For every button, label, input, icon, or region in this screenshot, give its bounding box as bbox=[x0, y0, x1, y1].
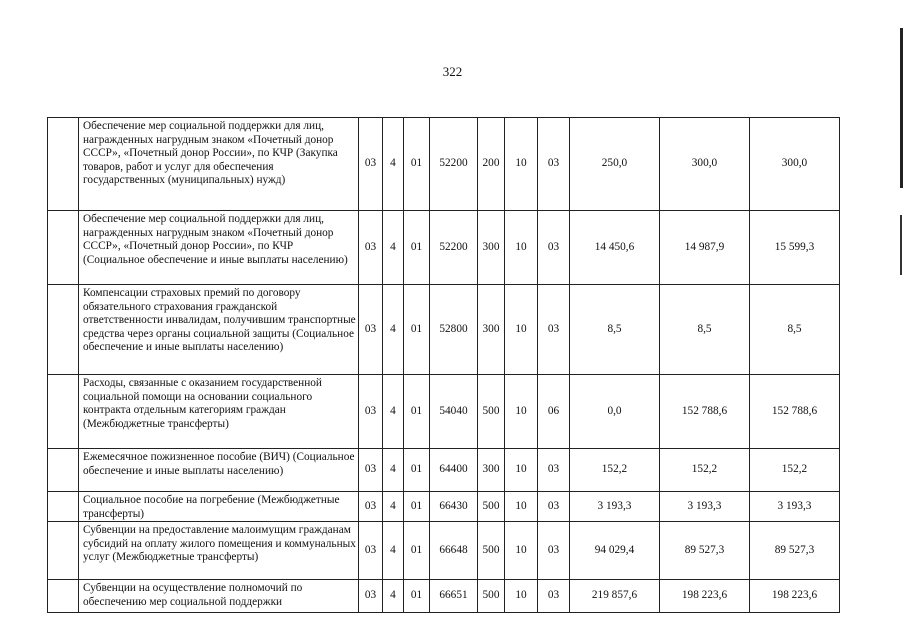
amount-year-2: 89 527,3 bbox=[660, 522, 750, 580]
amount-year-1: 94 029,4 bbox=[570, 522, 660, 580]
amount-year-1: 14 450,6 bbox=[570, 211, 660, 285]
subsection-code: 03 bbox=[538, 118, 570, 211]
ministry-code: 03 bbox=[359, 492, 383, 522]
row-number-cell bbox=[48, 211, 79, 285]
budget-table bbox=[47, 117, 840, 613]
program-code: 4 bbox=[383, 118, 404, 211]
amount-year-1: 219 857,6 bbox=[570, 580, 660, 613]
amount-year-3: 3 193,3 bbox=[750, 492, 840, 522]
direction-code: 52200 bbox=[430, 118, 478, 211]
subprogram-code: 01 bbox=[404, 449, 430, 492]
direction-code: 54040 bbox=[430, 375, 478, 449]
subprogram-code: 01 bbox=[404, 211, 430, 285]
row-description: Обеспечение мер социальной поддержки для лиц, награжденных нагрудным знаком «Почетный донор СССР», «Почетный донор России», по КЧР (Социальное обеспечение и иные выплаты населению) bbox=[79, 211, 359, 285]
ministry-code: 03 bbox=[359, 522, 383, 580]
row-number-cell bbox=[48, 375, 79, 449]
row-description: Ежемесячное пожизненное пособие (ВИЧ) (Социальное обеспечение и иные выплаты населению) bbox=[79, 449, 359, 492]
expense-type-code: 200 bbox=[478, 118, 505, 211]
subsection-code: 03 bbox=[538, 580, 570, 613]
section-code: 10 bbox=[505, 580, 538, 613]
row-number-cell bbox=[48, 449, 79, 492]
expense-type-code: 500 bbox=[478, 492, 505, 522]
subprogram-code: 01 bbox=[404, 285, 430, 375]
subsection-code: 03 bbox=[538, 285, 570, 375]
table-row bbox=[48, 580, 840, 613]
subprogram-code: 01 bbox=[404, 492, 430, 522]
program-code: 4 bbox=[383, 211, 404, 285]
amount-year-2: 8,5 bbox=[660, 285, 750, 375]
direction-code: 66648 bbox=[430, 522, 478, 580]
row-description: Субвенции на осуществление полномочий по обеспечению мер социальной поддержки bbox=[79, 580, 359, 613]
amount-year-3: 89 527,3 bbox=[750, 522, 840, 580]
subsection-code: 03 bbox=[538, 449, 570, 492]
amount-year-1: 152,2 bbox=[570, 449, 660, 492]
direction-code: 52800 bbox=[430, 285, 478, 375]
subprogram-code: 01 bbox=[404, 522, 430, 580]
section-code: 10 bbox=[505, 449, 538, 492]
amount-year-2: 300,0 bbox=[660, 118, 750, 211]
expense-type-code: 300 bbox=[478, 285, 505, 375]
amount-year-1: 250,0 bbox=[570, 118, 660, 211]
expense-type-code: 300 bbox=[478, 449, 505, 492]
expense-type-code: 500 bbox=[478, 375, 505, 449]
program-code: 4 bbox=[383, 449, 404, 492]
subprogram-code: 01 bbox=[404, 580, 430, 613]
subprogram-code: 01 bbox=[404, 118, 430, 211]
amount-year-2: 14 987,9 bbox=[660, 211, 750, 285]
amount-year-3: 300,0 bbox=[750, 118, 840, 211]
table-row bbox=[48, 492, 840, 522]
section-code: 10 bbox=[505, 211, 538, 285]
table-row bbox=[48, 285, 840, 375]
subprogram-code: 01 bbox=[404, 375, 430, 449]
table-row bbox=[48, 375, 840, 449]
amount-year-2: 152,2 bbox=[660, 449, 750, 492]
row-number-cell bbox=[48, 580, 79, 613]
direction-code: 52200 bbox=[430, 211, 478, 285]
expense-type-code: 500 bbox=[478, 522, 505, 580]
row-number-cell bbox=[48, 492, 79, 522]
table-row bbox=[48, 211, 840, 285]
scan-edge-mark bbox=[900, 28, 903, 188]
ministry-code: 03 bbox=[359, 118, 383, 211]
section-code: 10 bbox=[505, 375, 538, 449]
direction-code: 64400 bbox=[430, 449, 478, 492]
amount-year-1: 3 193,3 bbox=[570, 492, 660, 522]
subsection-code: 03 bbox=[538, 211, 570, 285]
row-number-cell bbox=[48, 285, 79, 375]
row-number-cell bbox=[48, 118, 79, 211]
program-code: 4 bbox=[383, 580, 404, 613]
program-code: 4 bbox=[383, 522, 404, 580]
ministry-code: 03 bbox=[359, 580, 383, 613]
row-description: Обеспечение мер социальной поддержки для лиц, награжденных нагрудным знаком «Почетный донор СССР», «Почетный донор России», по КЧР (Закупка товаров, работ и услуг для обеспечения государственных (муниципальных) нужд) bbox=[79, 118, 359, 211]
direction-code: 66430 bbox=[430, 492, 478, 522]
amount-year-2: 3 193,3 bbox=[660, 492, 750, 522]
expense-type-code: 500 bbox=[478, 580, 505, 613]
amount-year-2: 152 788,6 bbox=[660, 375, 750, 449]
subsection-code: 03 bbox=[538, 492, 570, 522]
row-number-cell bbox=[48, 522, 79, 580]
program-code: 4 bbox=[383, 375, 404, 449]
amount-year-1: 0,0 bbox=[570, 375, 660, 449]
amount-year-3: 15 599,3 bbox=[750, 211, 840, 285]
expense-type-code: 300 bbox=[478, 211, 505, 285]
ministry-code: 03 bbox=[359, 449, 383, 492]
program-code: 4 bbox=[383, 492, 404, 522]
amount-year-3: 198 223,6 bbox=[750, 580, 840, 613]
row-description: Социальное пособие на погребение (Межбюджетные трансферты) bbox=[79, 492, 359, 522]
amount-year-1: 8,5 bbox=[570, 285, 660, 375]
section-code: 10 bbox=[505, 285, 538, 375]
table-row bbox=[48, 118, 840, 211]
page-number: 322 bbox=[442, 64, 463, 79]
section-code: 10 bbox=[505, 492, 538, 522]
amount-year-3: 152,2 bbox=[750, 449, 840, 492]
row-description: Субвенции на предоставление малоимущим гражданам субсидий на оплату жилого помещения и коммунальных услуг (Межбюджетные трансферты) bbox=[79, 522, 359, 580]
amount-year-2: 198 223,6 bbox=[660, 580, 750, 613]
ministry-code: 03 bbox=[359, 285, 383, 375]
direction-code: 66651 bbox=[430, 580, 478, 613]
amount-year-3: 152 788,6 bbox=[750, 375, 840, 449]
scan-edge-mark-secondary bbox=[900, 215, 902, 275]
amount-year-3: 8,5 bbox=[750, 285, 840, 375]
ministry-code: 03 bbox=[359, 375, 383, 449]
subsection-code: 06 bbox=[538, 375, 570, 449]
row-description: Расходы, связанные с оказанием государственной социальной помощи на основании социального контракта отдельным категориям граждан (Межбюджетные трансферты) bbox=[79, 375, 359, 449]
row-description: Компенсации страховых премий по договору обязательного страхования гражданской ответственности инвалидам, получившим транспортные средства через органы социальной защиты (Социальное обеспечение и иные выплаты населению) bbox=[79, 285, 359, 375]
ministry-code: 03 bbox=[359, 211, 383, 285]
section-code: 10 bbox=[505, 118, 538, 211]
table-row bbox=[48, 449, 840, 492]
subsection-code: 03 bbox=[538, 522, 570, 580]
section-code: 10 bbox=[505, 522, 538, 580]
program-code: 4 bbox=[383, 285, 404, 375]
table-row bbox=[48, 522, 840, 580]
